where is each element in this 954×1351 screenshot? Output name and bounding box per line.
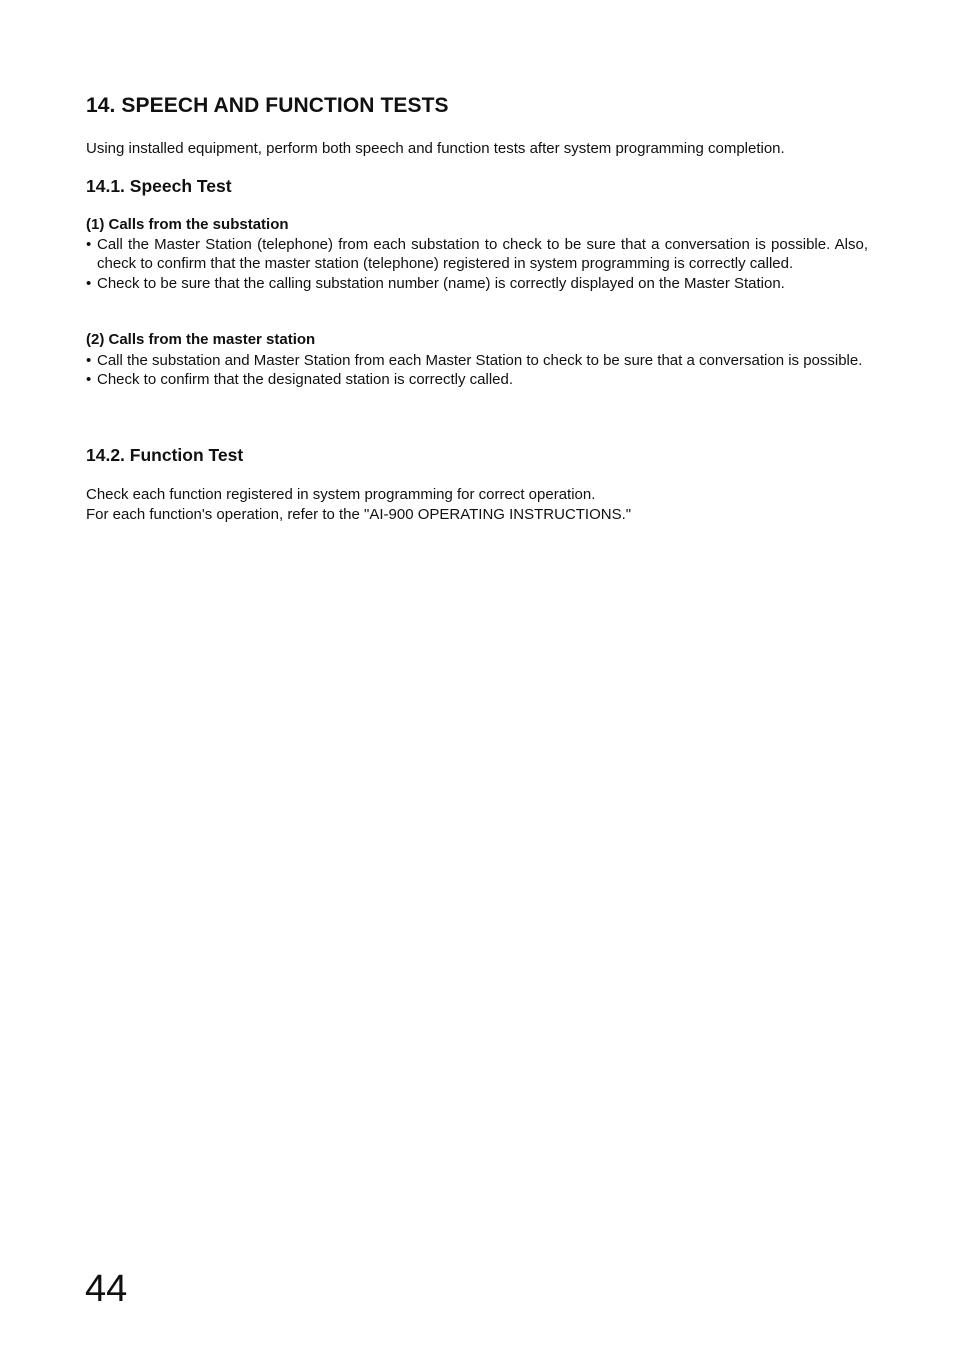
bullet-icon: • — [86, 352, 92, 369]
list-item-text: Call the substation and Master Station from each Master Station to check to be sure that a conversation is possible. — [97, 352, 863, 369]
list-item-text: Check to confirm that the designated station is correctly called. — [97, 371, 514, 389]
list-item — [86, 370, 868, 389]
section-intro: Using installed equipment, perform both speech and function tests after system programming completion. — [86, 140, 785, 157]
function-test-line-1: Check each function registered in system programming for correct operation. — [86, 486, 596, 503]
bullet-icon: • — [86, 371, 92, 389]
substation-calls-heading: (1) Calls from the substation — [86, 216, 289, 233]
substation-calls-list — [86, 235, 868, 293]
section-title: 14. SPEECH AND FUNCTION TESTS — [86, 94, 449, 117]
function-test-line-2: For each function's operation, refer to the "AI-900 OPERATING INSTRUCTIONS." — [86, 506, 632, 523]
list-item — [86, 235, 868, 274]
master-calls-list — [86, 351, 868, 390]
speech-test-heading: 14.1. Speech Test — [86, 176, 232, 196]
bullet-icon: • — [86, 274, 92, 292]
function-test-heading: 14.2. Function Test — [86, 445, 244, 465]
list-item — [86, 274, 868, 293]
list-item-text: Call the Master Station (telephone) from each substation to check to be sure that a conversation is possible. Also, check to confirm that the master station (telephone) registered in system programming is correctly called. — [97, 236, 868, 273]
bullet-icon: • — [86, 236, 92, 253]
list-item — [86, 351, 868, 370]
page-number: 44 — [85, 1268, 128, 1310]
master-calls-heading: (2) Calls from the master station — [86, 331, 316, 348]
list-item-text: Check to be sure that the calling substation number (name) is correctly displayed on the Master Station. — [97, 274, 785, 292]
